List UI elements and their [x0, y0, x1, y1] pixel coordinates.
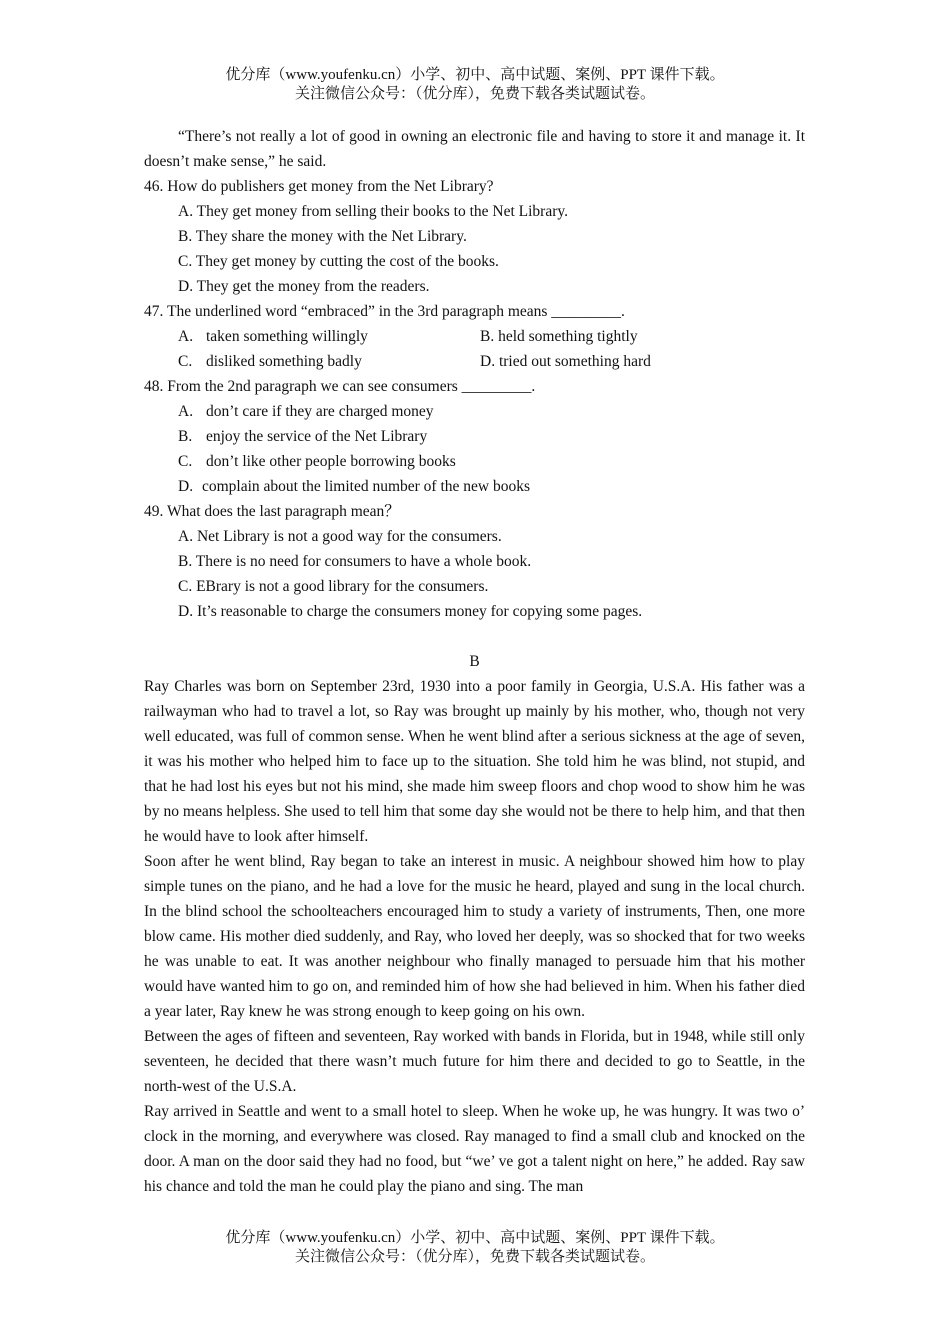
option-text: disliked something badly: [206, 353, 362, 370]
question-49-option-d: D. It’s reasonable to charge the consumers money for copying some pages.: [178, 603, 643, 620]
question-49-stem: 49. What does the last paragraph mean？: [144, 503, 400, 520]
question-46-option-c: C. They get money by cutting the cost of the books.: [178, 253, 499, 270]
option-label: D.: [178, 478, 194, 495]
option-text: enjoy the service of the Net Library: [206, 428, 428, 445]
option-label: C.: [178, 353, 193, 370]
footer-line-2: 关注微信公众号：（优分库），免费下载各类试题试卷。: [294, 1249, 655, 1265]
section-b-paragraph-3: Between the ages of fifteen and seventeen, Ray worked with bands in Florida, but in 1948, while still only seventeen, he decided that there wasn’t much future for him there and decided to go to Seattle, in the north-west of the U.S.A.: [144, 1028, 805, 1095]
question-47-row-cd: [144, 349, 805, 374]
question-48-stem: 48. From the 2nd paragraph we can see consumers _________.: [144, 378, 536, 395]
question-48-option-d: [144, 474, 805, 499]
question-47-option-a: [178, 324, 480, 349]
option-label: B.: [178, 428, 193, 445]
option-text: don’t care if they are charged money: [206, 403, 434, 420]
page-footer: [0, 1229, 950, 1267]
footer-line-1: 优分库（www.youfenku.cn）小学、初中、高中试题、案例、PPT 课件下载。: [225, 1230, 725, 1246]
option-label: A.: [178, 403, 194, 420]
question-46-option-a: A. They get money from selling their books to the Net Library.: [178, 203, 568, 220]
intro-paragraph: “There’s not really a lot of good in owning an electronic file and having to store it and manage it. It doesn’t make sense,” he said.: [144, 128, 805, 170]
question-47-option-c: [178, 349, 480, 374]
question-47: [144, 299, 805, 374]
question-46-option-b: B. They share the money with the Net Library.: [178, 228, 467, 245]
option-label: A.: [178, 328, 194, 345]
question-47-stem: 47. The underlined word “embraced” in the 3rd paragraph means _________.: [144, 303, 625, 320]
question-47-option-b: B. held something tightly: [480, 328, 638, 345]
section-b-paragraph-2: Soon after he went blind, Ray began to take an interest in music. A neighbour showed him how to play simple tunes on the piano, and he had a love for the music he heard, played and sung in the local church. In the blind school the schoolteachers encouraged him to study a variety of instruments, Then, one more blow came. His mother died suddenly, and Ray, who loved her deeply, was so shocked that for two weeks he was unable to eat. It was another neighbour who finally managed to persuade him that his mother would have wanted him to go on, and reminded him of how she had believed in him. When his father died a year later, Ray knew he was strong enough to keep going on his own.: [144, 853, 805, 1020]
option-text: complain about the limited number of the new books: [202, 478, 531, 495]
header-line-1: 优分库（www.youfenku.cn）小学、初中、高中试题、案例、PPT 课件下载。: [225, 67, 725, 83]
question-49-option-b: B. There is no need for consumers to have a whole book.: [178, 553, 532, 570]
question-47-option-d: D. tried out something hard: [480, 353, 651, 370]
option-label: C.: [178, 453, 193, 470]
document-body: [144, 124, 805, 1199]
question-49-option-c: C. EBrary is not a good library for the consumers.: [178, 578, 489, 595]
option-text: taken something willingly: [206, 328, 368, 345]
section-b-paragraph-4: Ray arrived in Seattle and went to a small hotel to sleep. When he woke up, he was hungry. It was two o’ clock in the morning, and everywhere was closed. Ray managed to find a small club and knocked on the door. A man on the door said they had no food, but “we’ ve got a talent night on here,” he added. Ray saw his chance and told the man he could play the piano and sing. The man: [144, 1103, 805, 1195]
page-header: [0, 66, 950, 104]
question-48-option-a: [144, 399, 805, 424]
question-49: [144, 499, 805, 624]
question-48: [144, 374, 805, 499]
option-text: don’t like other people borrowing books: [206, 453, 456, 470]
question-46-stem: 46. How do publishers get money from the Net Library?: [144, 178, 494, 195]
question-49-option-a: A. Net Library is not a good way for the consumers.: [178, 528, 502, 545]
question-46: [144, 174, 805, 299]
question-48-option-b: [144, 424, 805, 449]
question-47-row-ab: [144, 324, 805, 349]
header-line-2: 关注微信公众号：（优分库），免费下载各类试题试卷。: [294, 86, 655, 102]
question-48-option-c: [144, 449, 805, 474]
section-b-paragraph-1: Ray Charles was born on September 23rd, 1930 into a poor family in Georgia, U.S.A. His father was a railwayman who had to travel a lot, so Ray was brought up mainly by his mother, who, though not very well educated, was full of common sense. When he went blind after a serious sickness at the age of seven, it was his mother who helped him to face up to the situation. She told him he was blind, not stupid, and that he had lost his eyes but not his mind, she made him sweep floors and chop wood to show him he was by no means helpless. She used to tell him that some day she would not be there to help him, and that then he would have to look after himself.: [144, 678, 805, 845]
question-46-option-d: D. They get the money from the readers.: [178, 278, 430, 295]
section-b-title: B: [469, 653, 480, 670]
